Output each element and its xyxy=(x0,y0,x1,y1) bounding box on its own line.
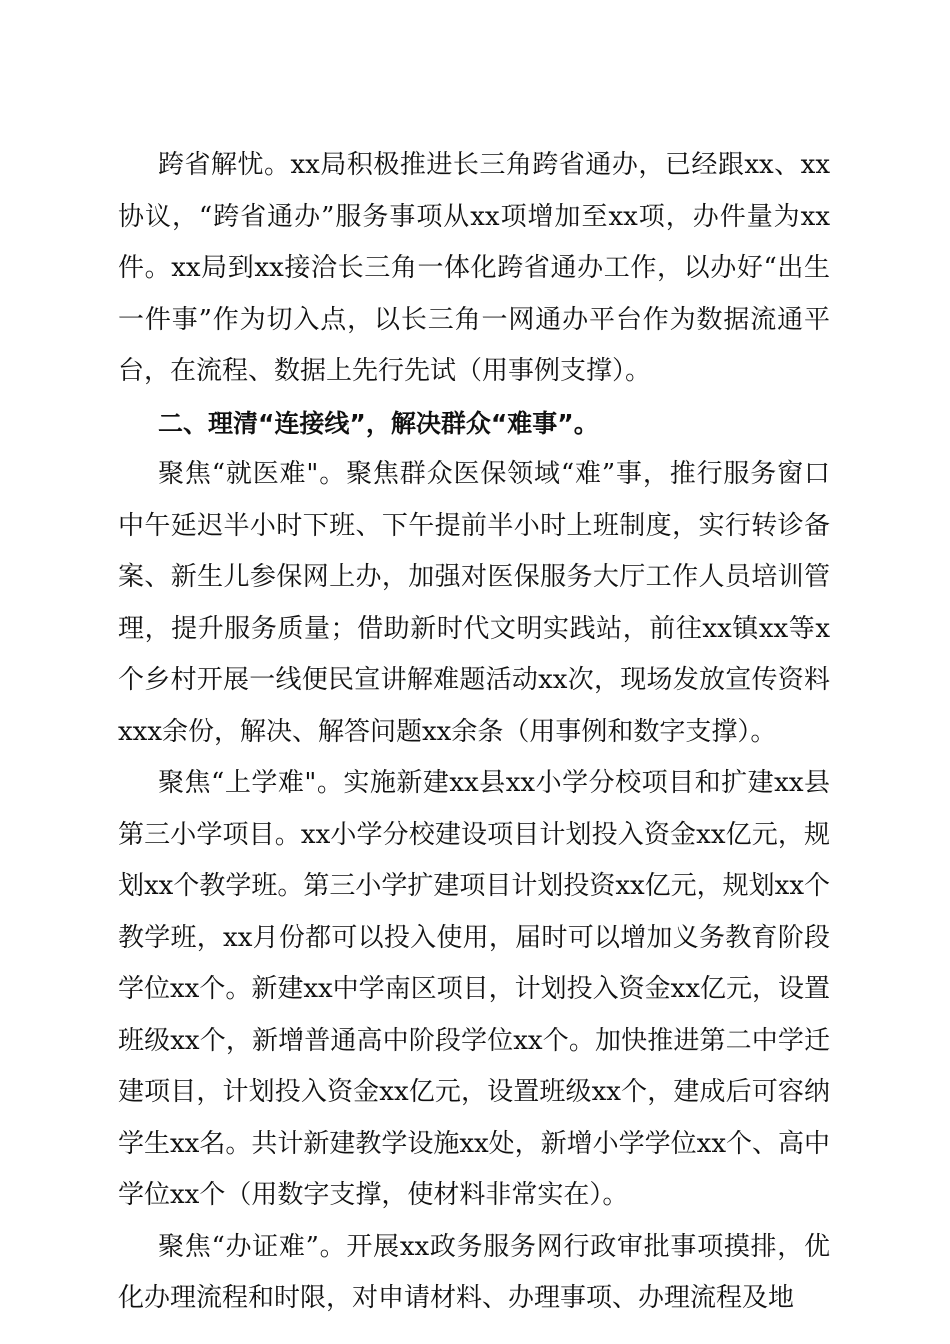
paragraph-medical: 聚焦“就医难"。聚焦群众医保领域“难”事，推行服务窗口中午延迟半小时下班、下午提前半小时上班制度，实行转诊备案、新生儿参保网上办，加强对医保服务大厅工作人员培训管理，提升服务质量；借助新时代文明实践站，前往xx镇xx等x个乡村开展一线便民宣讲解难题活动xx次，现场发放宣传资料xxx余份，解决、解答问题xx余条（用事例和数字支撑）。 xyxy=(118,459,830,747)
paragraph-cross-province: 跨省解忧。xx局积极推进长三角跨省通办，已经跟xx、xx协议，“跨省通办”服务事项从xx项增加至xx项，办件量为xx件。xx局到xx接洽长三角一体化跨省通办工作，以办好“出生一件事”作为切入点，以长三角一网通办平台作为数据流通平台，在流程、数据上先行先试（用事例支撑）。 xyxy=(118,150,830,386)
paragraph-certificate: 聚焦“办证难”。开展xx政务服务网行政审批事项摸排，优化办理流程和时限，对申请材料、办理事项、办理流程及地 xyxy=(118,1231,830,1313)
document-body xyxy=(118,140,830,1325)
paragraph-school: 聚焦“上学难"。实施新建xx县xx小学分校项目和扩建xx县第三小学项目。xx小学分校建设项目计划投入资金xx亿元，规划xx个教学班。第三小学扩建项目计划投资xx亿元，规划xx个教学班，xx月份都可以投入使用，届时可以增加义务教育阶段学位xx个。新建xx中学南区项目，计划投入资金xx亿元，设置班级xx个，新增普通高中阶段学位xx个。加快推进第二中学迁建项目，计划投入资金xx亿元，设置班级xx个，建成后可容纳学生xx名。共计新建教学设施xx处，新增小学学位xx个、高中学位xx个（用数字支撑，使材料非常实在）。 xyxy=(118,768,830,1210)
section-heading-2: 二、理清“连接线”，解决群众“难事”。 xyxy=(158,408,599,438)
